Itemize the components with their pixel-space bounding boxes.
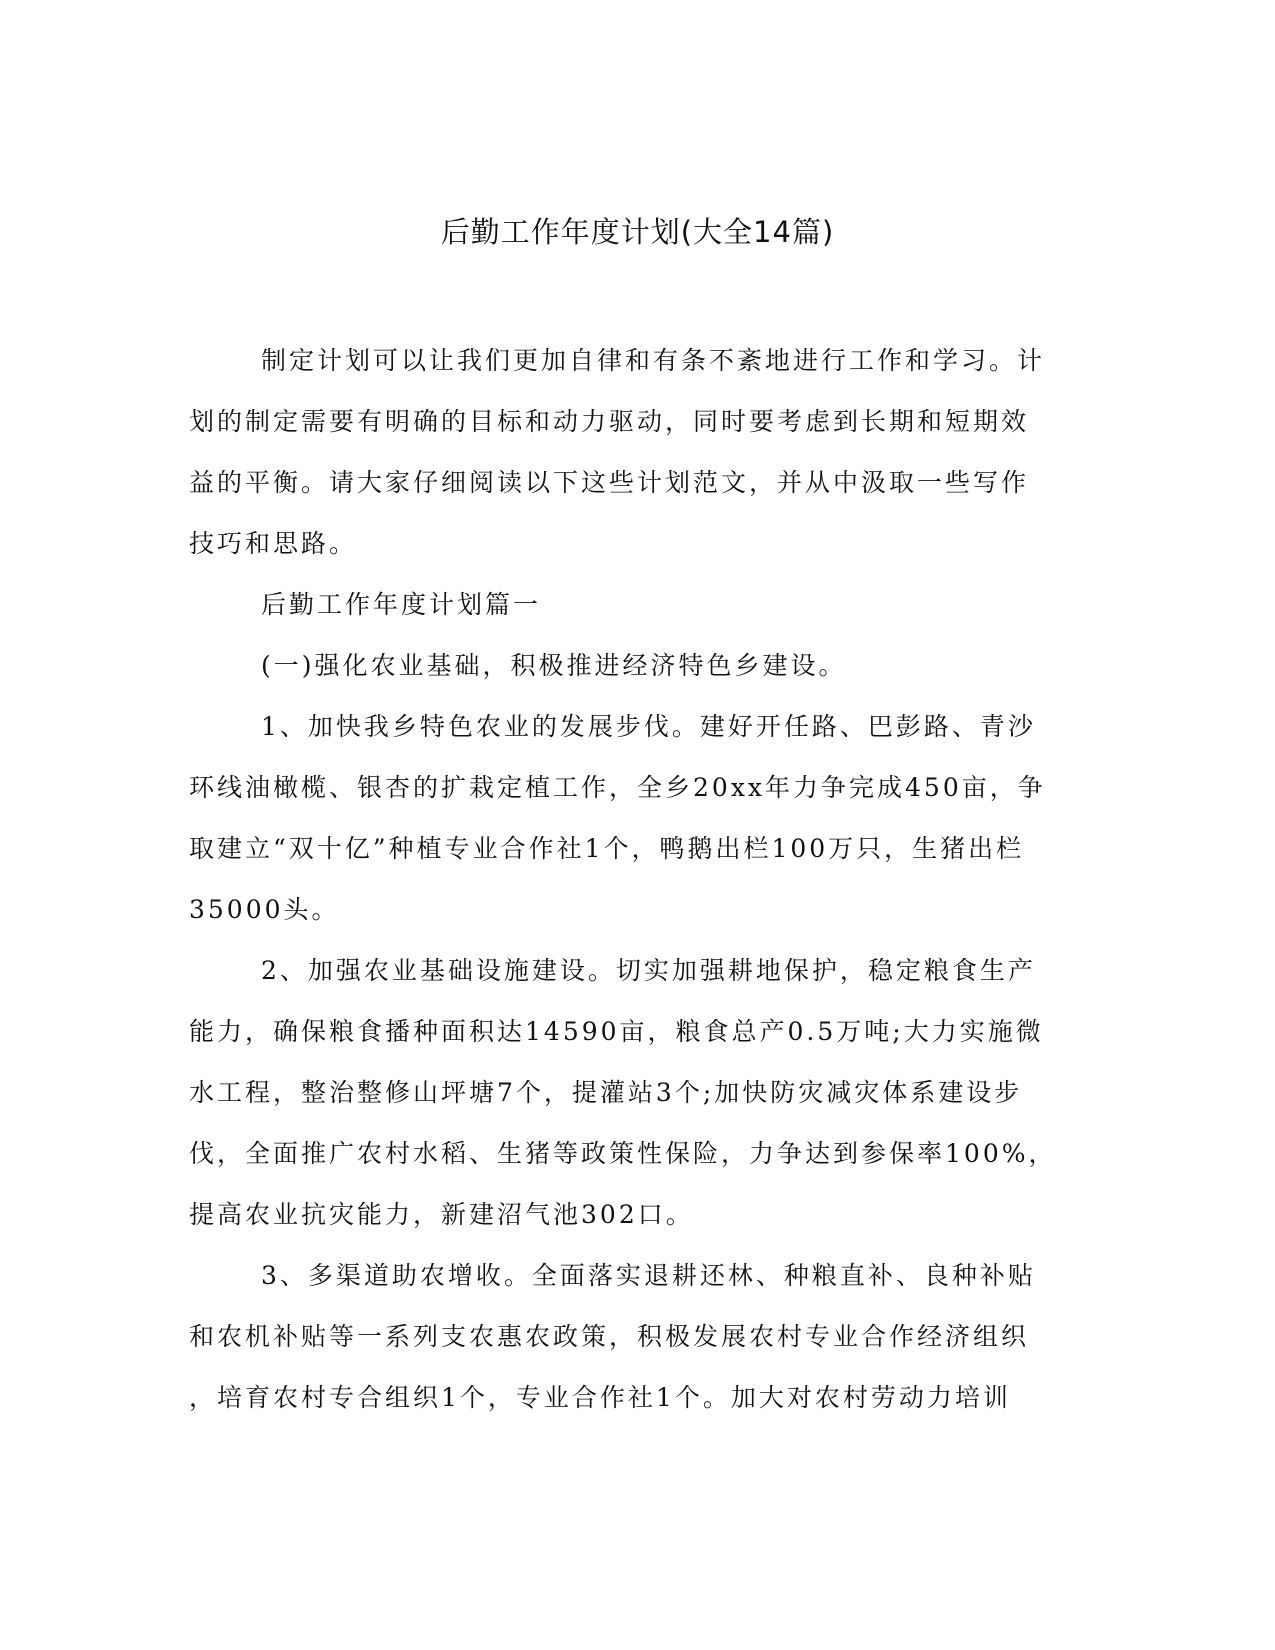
body-line: 环线油橄榄、银杏的扩栽定植工作，全乡20xx年力争完成450亩，争 bbox=[189, 773, 1046, 802]
body-line: 制定计划可以让我们更加自律和有条不紊地进行工作和学习。计 bbox=[261, 346, 1046, 375]
body-line: 提高农业抗灾能力，新建沼气池302口。 bbox=[189, 1200, 694, 1229]
body-line: 伐，全面推广农村水稻、生猪等政策性保险，力争达到参保率100%， bbox=[189, 1139, 1057, 1168]
body-line: 技巧和思路。 bbox=[189, 529, 358, 558]
body-line: 能力，确保粮食播种面积达14590亩，粮食总产0.5万吨;大力实施微 bbox=[189, 1017, 1044, 1046]
body-line: 水工程，整治整修山坪塘7个，提灌站3个;加快防灾减灾体系建设步 bbox=[189, 1078, 1023, 1107]
body-line: 1、加快我乡特色农业的发展步伐。建好开任路、巴彭路、青沙 bbox=[261, 712, 1036, 741]
body-line: 3、多渠道助农增收。全面落实退耕还林、种粮直补、良种补贴 bbox=[261, 1261, 1036, 1290]
body-line: ，培育农村专合组织1个，专业合作社1个。加大对农村劳动力培训 bbox=[189, 1383, 1011, 1412]
body-line: 和农机补贴等一系列支农惠农政策，积极发展农村专业合作经济组织 bbox=[189, 1322, 1030, 1351]
body-line: 益的平衡。请大家仔细阅读以下这些计划范文，并从中汲取一些写作 bbox=[189, 468, 1030, 497]
body-line: 划的制定需要有明确的目标和动力驱动，同时要考虑到长期和短期效 bbox=[189, 407, 1030, 436]
document-title: 后勤工作年度计划(大全14篇) bbox=[440, 215, 835, 249]
body-line: 后勤工作年度计划篇一 bbox=[261, 590, 542, 619]
body-line: 2、加强农业基础设施建设。切实加强耕地保护，稳定粮食生产 bbox=[261, 956, 1036, 985]
body-line: 取建立“双十亿”种植专业合作社1个，鸭鹅出栏100万只，生猪出栏 bbox=[189, 834, 1025, 863]
body-line: (一)强化农业基础，积极推进经济特色乡建设。 bbox=[261, 651, 847, 680]
body-line: 35000头。 bbox=[189, 895, 340, 924]
document-body bbox=[189, 330, 1069, 1428]
